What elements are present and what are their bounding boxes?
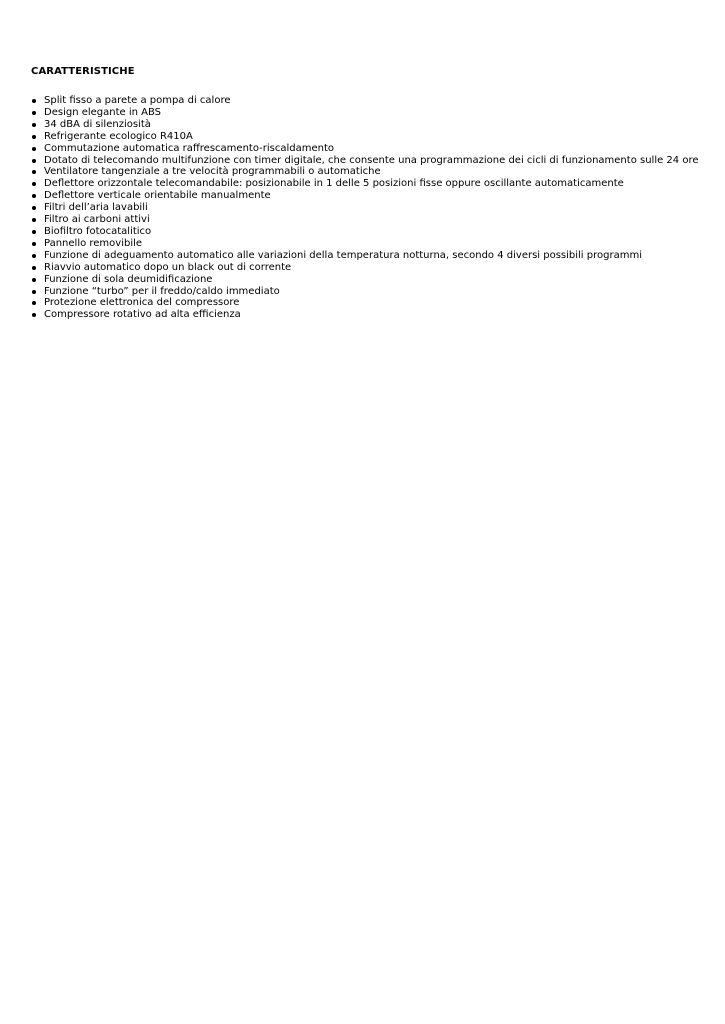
list-item	[31, 178, 711, 190]
bullet-icon	[32, 135, 36, 139]
bullet-icon	[32, 111, 36, 115]
list-item	[31, 190, 711, 202]
list-item-text: Riavvio automatico dopo un black out di corrente	[44, 261, 292, 273]
list-item-text: Filtri dell’aria lavabili	[44, 202, 148, 214]
list-item	[31, 95, 711, 107]
list-item-text: Biofiltro fotocatalitico	[44, 225, 152, 237]
list-item-text: Deflettore orizzontale telecomandabile: posizionabile in 1 delle 5 posizioni fisse oppure oscillante automaticamente	[44, 178, 624, 190]
section-heading: CARATTERISTICHE	[31, 66, 135, 77]
bullet-icon	[32, 301, 36, 305]
list-item-text: 34 dBA di silenziosità	[44, 118, 151, 130]
bullet-icon	[32, 266, 36, 270]
list-item-text: Protezione elettronica del compressore	[44, 297, 240, 309]
bullet-icon	[32, 123, 36, 127]
bullet-icon	[32, 242, 36, 246]
list-item-text: Commutazione automatica raffrescamento-riscaldamento	[44, 142, 334, 154]
list-item-text: Funzione “turbo” per il freddo/caldo immediato	[44, 285, 280, 297]
list-item-text: Compressore rotativo ad alta efficienza	[44, 309, 241, 321]
bullet-icon	[32, 206, 36, 210]
list-item	[31, 297, 711, 309]
list-item	[31, 262, 711, 274]
list-item	[31, 238, 711, 250]
bullet-icon	[32, 99, 36, 103]
bullet-icon	[32, 170, 36, 174]
list-item-text: Funzione di adeguamento automatico alle variazioni della temperatura notturna, secondo 4 diversi possibili programmi	[44, 249, 642, 261]
list-item	[31, 226, 711, 238]
bullet-icon	[32, 182, 36, 186]
list-item	[31, 143, 711, 155]
list-item-text: Dotato di telecomando multifunzione con timer digitale, che consente una programmazione dei cicli di funzionamento sulle 24 ore	[44, 154, 699, 166]
document-page	[31, 66, 711, 321]
list-item-text: Refrigerante ecologico R410A	[44, 130, 193, 142]
list-item	[31, 107, 711, 119]
bullet-icon	[32, 278, 36, 282]
list-item	[31, 155, 711, 167]
feature-list	[31, 95, 711, 321]
list-item-text: Deflettore verticale orientabile manualmente	[44, 190, 271, 202]
bullet-icon	[32, 313, 36, 317]
bullet-icon	[32, 194, 36, 198]
list-item	[31, 214, 711, 226]
bullet-icon	[32, 290, 36, 294]
list-item-text: Ventilatore tangenziale a tre velocità programmabili o automatiche	[44, 166, 381, 178]
list-item-text: Pannello removibile	[44, 237, 143, 249]
list-item	[31, 119, 711, 131]
bullet-icon	[32, 147, 36, 151]
list-item	[31, 309, 711, 321]
bullet-icon	[32, 218, 36, 222]
bullet-icon	[32, 159, 36, 163]
bullet-icon	[32, 230, 36, 234]
bullet-icon	[32, 254, 36, 258]
list-item-text: Filtro ai carboni attivi	[44, 214, 150, 226]
list-item-text: Design elegante in ABS	[44, 106, 162, 118]
list-item	[31, 202, 711, 214]
list-item	[31, 274, 711, 286]
list-item	[31, 250, 711, 262]
list-item-text: Funzione di sola deumidificazione	[44, 273, 213, 285]
list-item	[31, 131, 711, 143]
list-item	[31, 166, 711, 178]
list-item-text: Split fisso a parete a pompa di calore	[44, 95, 231, 106]
list-item	[31, 286, 711, 298]
